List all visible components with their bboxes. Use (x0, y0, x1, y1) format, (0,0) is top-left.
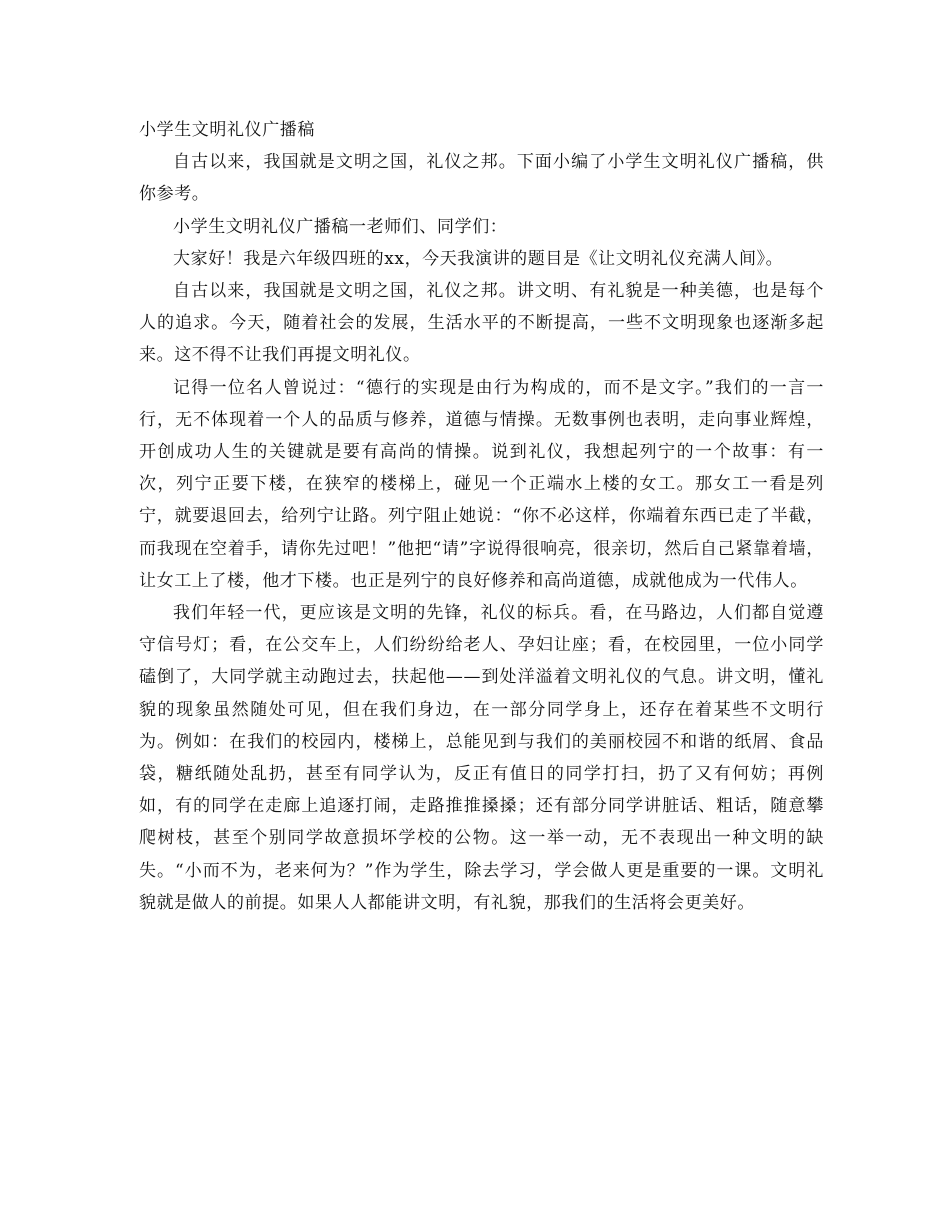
paragraph-greeting: 大家好！我是六年级四班的xx，今天我演讲的题目是《让文明礼仪充满人间》。 (173, 248, 784, 269)
paragraph-salutation: 小学生文明礼仪广播稿一老师们、同学们： (173, 216, 508, 237)
paragraph-civilization: 自古以来，我国就是文明之国，礼仪之邦。讲文明、有礼貌是一种美德，也是每个人的追求。今天，随着社会的发展，生活水平的不断提高，一些不文明现象也逐渐多起来。这不得不让我们再提文明礼仪。 (139, 281, 824, 366)
document-title: 小学生文明礼仪广播稿 (139, 120, 315, 140)
document-body (139, 114, 824, 919)
paragraph-young-generation: 我们年轻一代，更应该是文明的先锋，礼仪的标兵。看，在马路边，人们都自觉遵守信号灯；看，在公交车上，人们纷纷给老人、孕妇让座；看，在校园里，一位小同学磕倒了，大同学就主动跑过去，扶起他——到处洋溢着文明礼仪的气息。讲文明，懂礼貌的现象虽然随处可见，但在我们身边，在一部分同学身上，还存在着某些不文明行为。例如：在我们的校园内，楼梯上，总能见到与我们的美丽校园不和谐的纸屑、食品袋，糖纸随处乱扔，甚至有同学认为，反正有值日的同学打扫，扔了又有何妨；再例如，有的同学在走廊上追逐打闹，走路推推搡搡；还有部分同学讲脏话、粗话，随意攀爬树枝，甚至个别同学故意损坏学校的公物。这一举一动，无不表现出一种文明的缺失。“小而不为，老来何为？”作为学生，除去学习，学会做人更是重要的一课。文明礼貌就是做人的前提。如果人人都能讲文明，有礼貌，那我们的生活将会更美好。 (139, 603, 824, 913)
paragraph-lenin-story: 记得一位名人曾说过：“德行的实现是由行为构成的，而不是文字。”我们的一言一行，无不体现着一个人的品质与修养，道德与情操。无数事例也表明，走向事业辉煌，开创成功人生的关键就是要有高尚的情操。说到礼仪，我想起列宁的一个故事：有一次，列宁正要下楼，在狭窄的楼梯上，碰见一个正端水上楼的女工。那女工一看是列宁，就要退回去，给列宁让路。列宁阻止她说：“你不必这样，你端着东西已走了半截，而我现在空着手，请你先过吧！”他把“请”字说得很响亮，很亲切，然后自己紧靠着墙，让女工上了楼，他才下楼。也正是列宁的良好修养和高尚道德，成就他成为一代伟人。 (139, 377, 824, 591)
paragraph-intro: 自古以来，我国就是文明之国，礼仪之邦。下面小编了小学生文明礼仪广播稿，供你参考。 (139, 152, 824, 205)
